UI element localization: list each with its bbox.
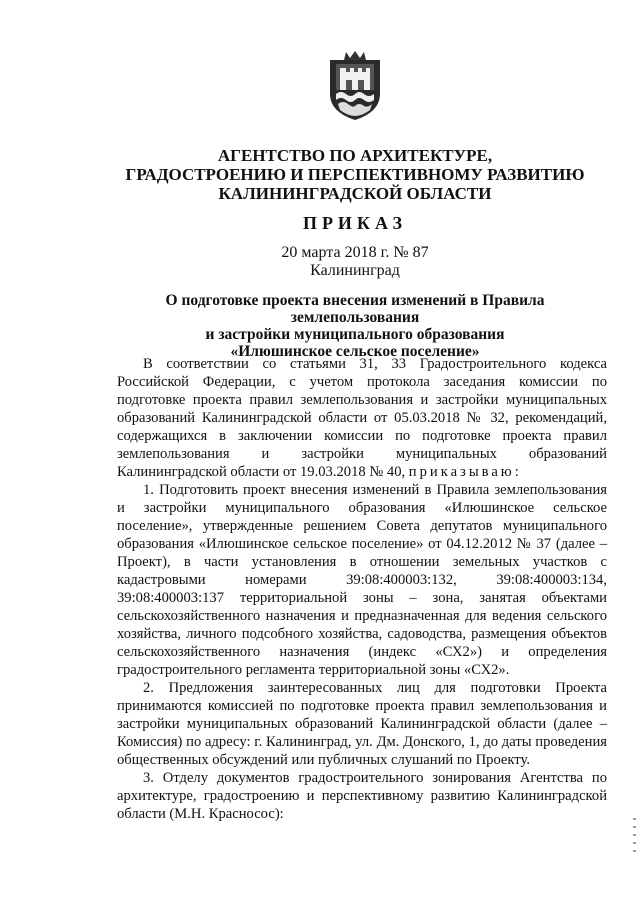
date-number-block xyxy=(100,244,610,280)
order-word: приказываю: xyxy=(408,464,522,480)
document-subject xyxy=(100,292,610,360)
preamble-text: В соответствии со статьями 31, 33 Градостроительного кодекса Российской Федерации, с учетом протокола заседания комиссии по подготовке проекта правил землепользования и застройки муниципальных образований Калининградской области от 05.03.2018 № 32, рекомендаций, содержащихся в заключении комиссии по подготовке проекта правил землепользования и застройки муниципальных образований Калининградской области от 19.03.2018 № 40, xyxy=(117,356,607,480)
item-3-paragraph: 3. Отделу документов градостроительного зонирования Агентства по архитектуре, градостроению и перспективному развитию Калининградской области (М.Н. Красносос): xyxy=(117,770,607,822)
agency-name xyxy=(110,146,600,203)
scan-mark xyxy=(633,826,636,828)
scan-mark xyxy=(633,842,636,844)
scan-mark xyxy=(633,834,636,836)
agency-line-3: КАЛИНИНГРАДСКОЙ ОБЛАСТИ xyxy=(218,184,492,203)
agency-line-1: АГЕНТСТВО ПО АРХИТЕКТУРЕ, xyxy=(217,146,493,165)
coat-of-arms-icon xyxy=(328,50,382,122)
preamble-paragraph xyxy=(117,355,607,481)
scan-mark xyxy=(633,850,636,852)
document-body xyxy=(117,355,607,823)
item-2-paragraph: 2. Предложения заинтересованных лиц для подготовки Проекта принимаются комиссией по подготовке проекта правил землепользования и застройки муниципальных образований Калининградской области (далее – Комиссия) по адресу: г. Калининград, ул. Дм. Донского, 1, до даты проведения общественных обсуждений или публичных слушаний по Проекту. xyxy=(117,680,607,768)
item-1-paragraph: 1. Подготовить проект внесения изменений в Правила землепользования и застройки муниципального образования «Илюшинское сельское поселение», утвержденные решением Совета депутатов муниципального образования «Илюшинское сельское поселение» от 04.12.2012 № 37 (далее – Проект), в части установления в отношении земельных участков с кадастровыми номерами 39:08:400003:132, 39:08:400003:134, 39:08:400003:137 территориальной зоны – зона, занятая объектами сельскохозяйственного назначения и предназначенная для ведения сельского хозяйства, личного подсобного хозяйства, садоводства, размещения объектов сельскохозяйственного назначения (индекс «СХ2») и определения градостроительного регламента территориальной зоны «СХ2». xyxy=(117,482,607,678)
subject-line-1: О подготовке проекта внесения изменений в Правила землепользования xyxy=(165,292,545,326)
document-type-title: ПРИКАЗ xyxy=(302,213,408,233)
scan-mark xyxy=(633,818,636,820)
subject-line-3: «Илюшинское сельское поселение» xyxy=(230,343,480,360)
subject-line-2: и застройки муниципального образования xyxy=(205,326,505,343)
document-city: Калининград xyxy=(310,262,400,279)
agency-line-2: ГРАДОСТРОЕНИЮ И ПЕРСПЕКТИВНОМУ РАЗВИТИЮ xyxy=(125,165,585,184)
document-date-number: 20 марта 2018 г. № 87 xyxy=(281,244,429,261)
